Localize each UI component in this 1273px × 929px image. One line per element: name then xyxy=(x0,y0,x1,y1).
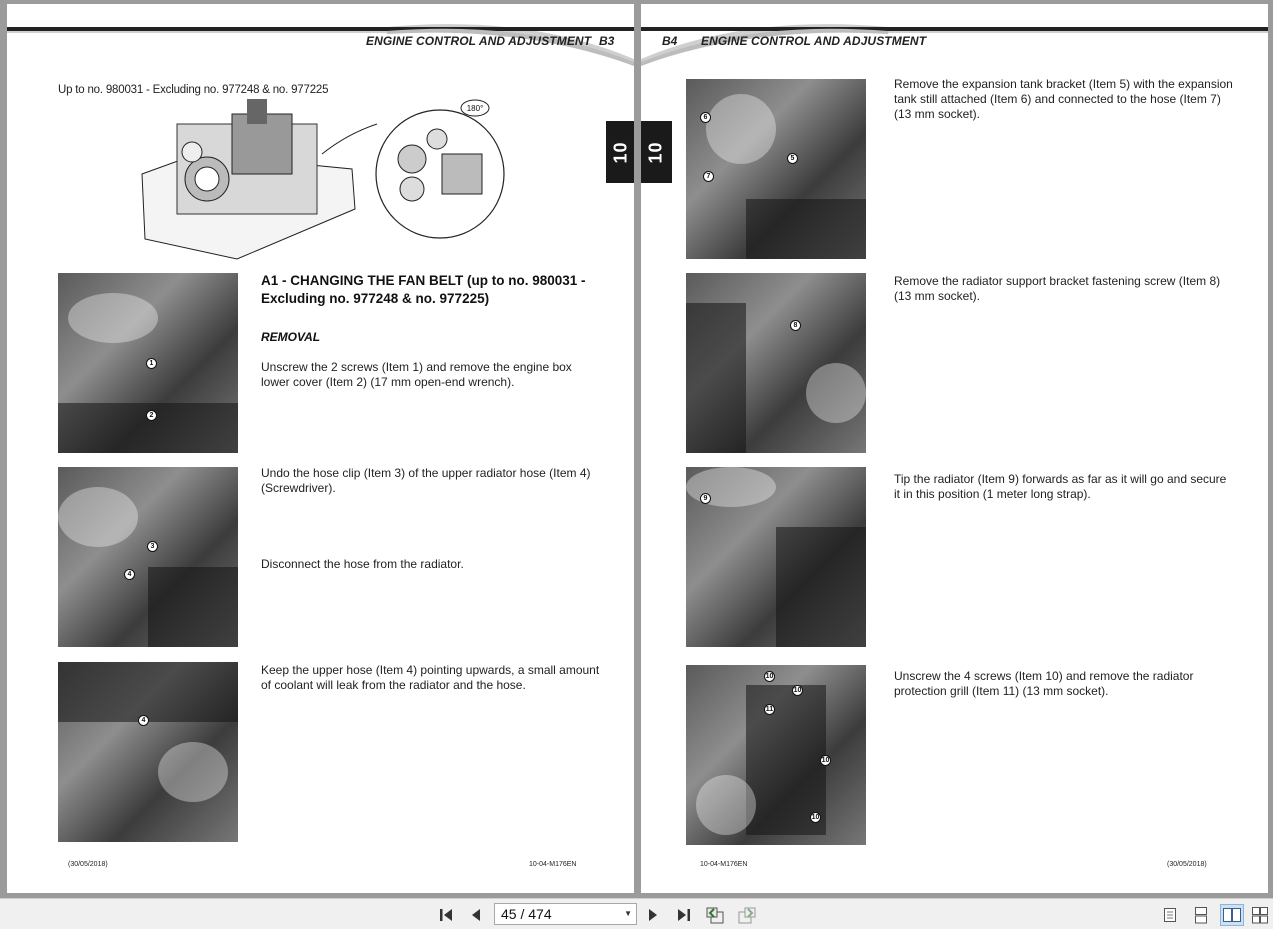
diagram-angle-label: 180° xyxy=(466,104,484,113)
header-title: ENGINE CONTROL AND ADJUSTMENT xyxy=(701,34,927,48)
next-page-icon[interactable] xyxy=(643,905,663,925)
previous-view-icon[interactable] xyxy=(705,905,725,925)
callout-4b: 4 xyxy=(138,715,149,726)
section-tab: 10 xyxy=(606,121,634,183)
applicability-note: Up to no. 980031 - Excluding no. 977248 & no. 977225 xyxy=(58,84,329,96)
page-left xyxy=(7,4,634,893)
callout-11: 11 xyxy=(765,706,774,713)
page-number-input[interactable] xyxy=(494,903,637,925)
subheading-removal: REMOVAL xyxy=(261,330,321,344)
footer-code: 10-04-M176EN xyxy=(529,861,577,868)
step-2b-text: Disconnect the hose from the radiator. xyxy=(261,557,464,571)
photo-step-r4 xyxy=(686,665,866,845)
header-code: B3 xyxy=(599,34,615,48)
header-title: ENGINE CONTROL AND ADJUSTMENT xyxy=(366,34,592,48)
chevron-down-icon[interactable]: ▼ xyxy=(624,909,632,918)
step-1-text: Unscrew the 2 screws (Item 1) and remove the engine box lower cover (Item 2) (17 mm open-end wrench). xyxy=(261,360,572,389)
callout-9: 9 xyxy=(700,493,711,504)
callout-10b: 10 xyxy=(793,687,802,694)
last-page-icon[interactable] xyxy=(673,905,693,925)
callout-5: 5 xyxy=(787,153,798,164)
single-page-view-icon[interactable] xyxy=(1158,904,1182,926)
callout-8: 8 xyxy=(790,320,801,331)
first-page-icon[interactable] xyxy=(437,905,457,925)
photo-step-1 xyxy=(58,273,238,453)
navigation-toolbar xyxy=(0,898,1273,929)
step-r4-text: Unscrew the 4 screws (Item 10) and remove the radiator protection grill (Item 11) (13 mm socket). xyxy=(894,669,1194,698)
step-r1-text: Remove the expansion tank bracket (Item 5) with the expansion tank still attached (Item 6) and connected to the hose (Item 7) (13 mm socket). xyxy=(894,77,1233,121)
step-2-text: Undo the hose clip (Item 3) of the upper radiator hose (Item 4) (Screwdriver). xyxy=(261,466,591,495)
section-title-line2: Excluding no. 977248 & no. 977225) xyxy=(261,291,490,306)
callout-4: 4 xyxy=(124,569,135,580)
footer-date: (30/05/2018) xyxy=(68,861,108,868)
page-indicator: 45 / 474 xyxy=(501,906,552,922)
photo-step-r3 xyxy=(686,467,866,647)
section-title-line1: A1 - CHANGING THE FAN BELT (up to no. 980031 - xyxy=(261,273,586,288)
photo-step-r1 xyxy=(686,79,866,259)
callout-10a: 10 xyxy=(765,673,774,680)
engine-diagram xyxy=(137,94,507,264)
step-r2-text: Remove the radiator support bracket fastening screw (Item 8) (13 mm socket). xyxy=(894,274,1221,303)
continuous-view-icon[interactable] xyxy=(1189,904,1213,926)
step-3-text: Keep the upper hose (Item 4) pointing upwards, a small amount of coolant will leak from the radiator and the hose. xyxy=(261,663,600,692)
photo-step-2 xyxy=(58,467,238,647)
next-view-icon[interactable] xyxy=(737,905,757,925)
facing-view-icon[interactable] xyxy=(1220,904,1244,926)
continuous-facing-view-icon[interactable] xyxy=(1249,904,1271,926)
footer-code: 10-04-M176EN xyxy=(700,861,748,868)
page-right xyxy=(641,4,1268,893)
callout-6: 6 xyxy=(700,112,711,123)
callout-10d: 10 xyxy=(811,814,820,821)
callout-2: 2 xyxy=(146,410,157,421)
callout-3: 3 xyxy=(147,541,158,552)
photo-step-r2 xyxy=(686,273,866,453)
step-r3-text: Tip the radiator (Item 9) forwards as far as it will go and secure it in this position (1 meter long strap). xyxy=(894,472,1227,501)
callout-10c: 10 xyxy=(821,757,830,764)
photo-step-3 xyxy=(58,662,238,842)
previous-page-icon[interactable] xyxy=(466,905,486,925)
footer-date: (30/05/2018) xyxy=(1167,861,1207,868)
callout-7: 7 xyxy=(703,171,714,182)
callout-1: 1 xyxy=(146,358,157,369)
header-code: B4 xyxy=(662,34,678,48)
section-tab: 10 xyxy=(641,121,672,183)
